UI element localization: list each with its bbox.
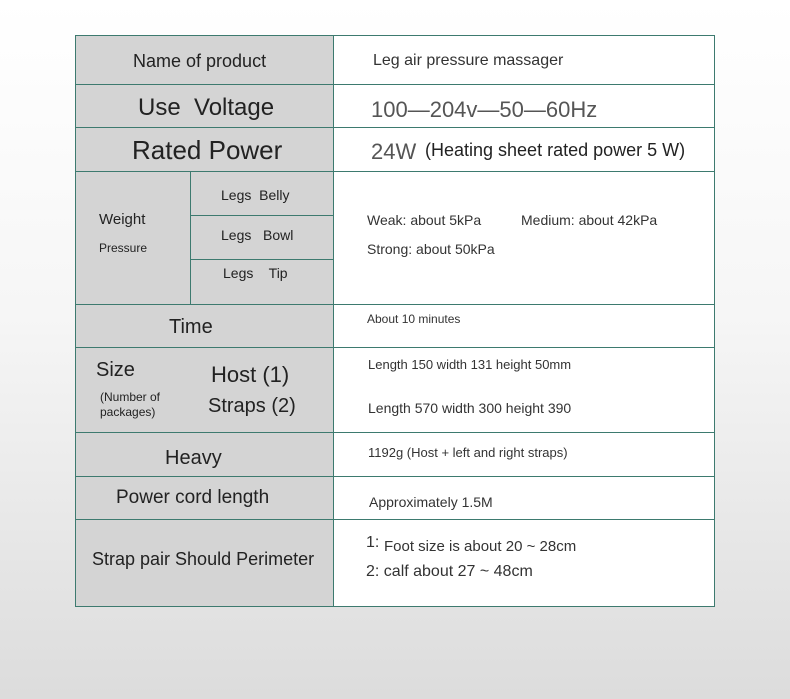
power-cord-value: Approximately 1.5M (369, 494, 493, 510)
host-label: Host (1) (211, 362, 290, 387)
row-divider (76, 432, 714, 433)
voltage-value: 100—204v—50—60Hz (371, 97, 598, 122)
host-size-value: Length 150 width 131 height 50mm (368, 357, 572, 372)
row-divider (76, 519, 714, 520)
time-value: About 10 minutes (367, 312, 461, 326)
rated-power-note: (Heating sheet rated power 5 W) (425, 140, 686, 160)
voltage-label: Use Voltage (138, 94, 275, 121)
product-name-label: Name of product (133, 51, 267, 71)
pressure-medium: Medium: about 42kPa (521, 212, 658, 228)
strap-foot-number: 1: (366, 534, 380, 551)
row-divider (76, 304, 714, 305)
row-divider (76, 127, 714, 128)
heavy-value: 1192g (Host + left and right straps) (368, 445, 568, 460)
row-divider (76, 84, 714, 85)
row-divider (76, 347, 714, 348)
rated-power-label: Rated Power (132, 135, 283, 165)
strap-perimeter-label: Strap pair Should Perimeter (92, 549, 315, 569)
size-label: Size (96, 359, 135, 381)
sub-row-divider (190, 259, 333, 260)
pressure-strong: Strong: about 50kPa (367, 241, 495, 257)
sub-row-divider (190, 215, 333, 216)
spec-table (75, 35, 715, 607)
rated-power-value: 24W (371, 139, 417, 164)
straps-label: Straps (2) (208, 395, 296, 417)
heavy-label: Heavy (165, 447, 222, 469)
row-divider (76, 476, 714, 477)
strap-foot-size: Foot size is about 20 ~ 28cm (384, 538, 577, 555)
size-note: (Number of packages) (100, 390, 161, 419)
sub-label-tip: Legs Tip (223, 265, 288, 281)
time-label: Time (169, 316, 213, 338)
pressure-weak: Weak: about 5kPa (367, 212, 482, 228)
row-divider (76, 171, 714, 172)
sub-label-belly: Legs Belly (221, 187, 290, 203)
column-divider (333, 36, 334, 606)
pressure-label: Pressure (99, 241, 148, 255)
strap-calf-size: 2: calf about 27 ~ 48cm (366, 563, 533, 580)
sub-column-divider (190, 172, 191, 304)
weight-label: Weight (99, 211, 146, 228)
sub-label-bowl: Legs Bowl (221, 227, 294, 243)
straps-size-value: Length 570 width 300 height 390 (368, 400, 572, 416)
power-cord-label: Power cord length (116, 487, 270, 508)
product-name-value: Leg air pressure massager (373, 52, 564, 69)
